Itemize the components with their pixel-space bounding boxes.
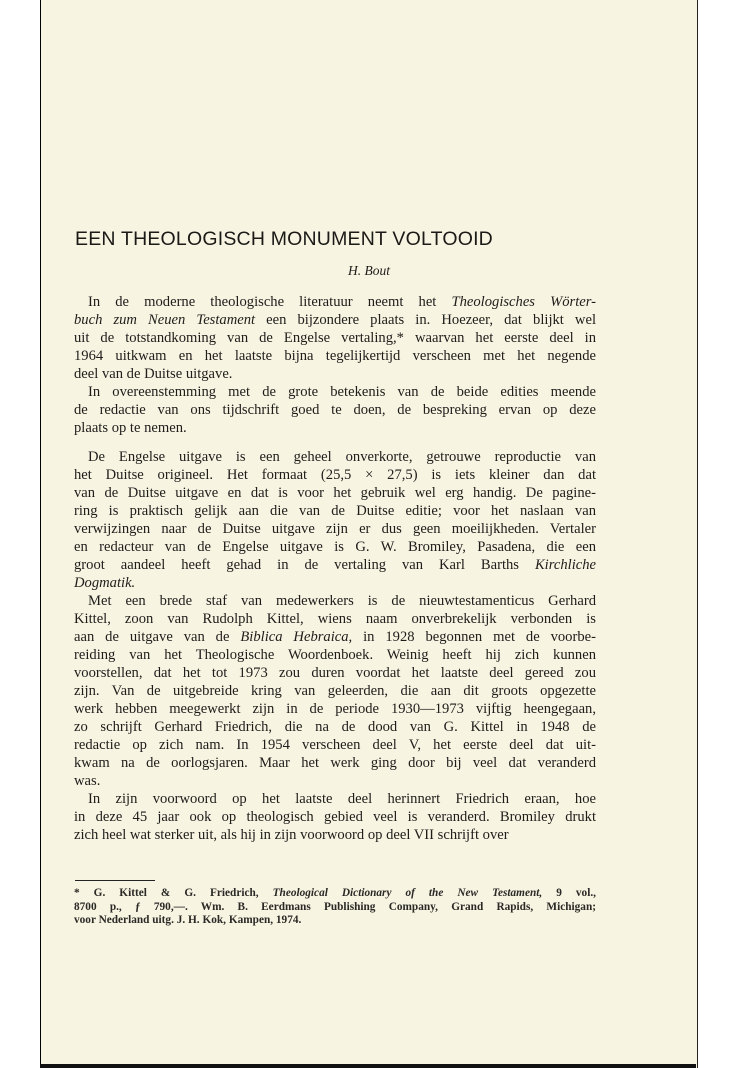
paragraph <box>74 592 596 790</box>
text-line <box>74 628 596 646</box>
italic-text: Biblica Hebraica, <box>240 629 353 645</box>
text-line <box>74 574 596 592</box>
text-run: voor Nederland uitg. J. H. Kok, Kampen, 1974. <box>74 914 302 926</box>
document-page <box>40 0 698 1068</box>
text-run: aan de uitgave van de <box>74 629 241 645</box>
text-run: redactie op zich nam. In 1954 verscheen deel V, het eerste deel dat uit- <box>74 737 596 753</box>
text-line <box>74 772 596 790</box>
text-run: voorstellen, dat het tot 1973 zou duren voordat het laatste deel gereed zou <box>74 665 596 681</box>
text-run: deel van de Duitse uitgave. <box>74 366 233 382</box>
text-line <box>74 383 596 401</box>
text-line <box>74 311 596 329</box>
text-run: de redactie van ons tijdschrift goed te doen, de bespreking ervan op deze <box>74 402 596 418</box>
section-gap <box>74 437 596 448</box>
text-line <box>74 347 596 365</box>
text-line <box>74 736 596 754</box>
paragraph <box>74 448 596 592</box>
footnote-line <box>74 914 596 928</box>
text-line <box>74 556 596 574</box>
text-run: 8700 p., ƒ 790,—. Wm. B. Eerdmans Publishing Company, Grand Rapids, Michigan; <box>74 900 596 913</box>
paragraph <box>74 383 596 437</box>
text-run: Met een brede staf van medewerkers is de nieuwtestamenticus Gerhard <box>88 593 596 609</box>
text-line <box>74 682 596 700</box>
text-line <box>74 419 596 437</box>
article-author: H. Bout <box>348 263 390 278</box>
text-run: en redacteur van de Engelse uitgave is G. W. Bromiley, Pasadena, die een <box>74 539 596 555</box>
text-line <box>74 293 596 311</box>
article-body <box>74 293 596 844</box>
text-line <box>74 401 596 419</box>
text-line <box>74 718 596 736</box>
text-run: van de Duitse uitgave en dat is voor het gebruik wel erg handig. De pagine- <box>74 485 596 501</box>
italic-text: Dogmatik. <box>74 575 136 591</box>
paragraph <box>74 293 596 383</box>
text-run: ring is praktisch gelijk aan die van de Duitse editie; voor het naslaan van <box>74 503 596 519</box>
text-run: * G. Kittel & G. Friedrich, <box>74 887 273 899</box>
text-run: in 1928 begonnen met de voorbe- <box>352 629 596 645</box>
text-run: zijn. Van de uitgebreide kring van geleerden, die aan dit groots opgezette <box>74 683 596 699</box>
text-line <box>74 592 596 610</box>
text-run: In overeenstemming met de grote betekenis van de beide edities meende <box>88 384 596 400</box>
text-run: 9 vol., <box>542 887 596 899</box>
text-run: De Engelse uitgave is een geheel onverkorte, getrouwe reproductie van <box>88 449 596 465</box>
text-run: kwam na de oorlogsjaren. Maar het werk ging door bij veel dat veranderd <box>74 755 596 771</box>
text-run: in deze 45 jaar ook op theologisch gebied veel is veranderd. Bromiley drukt <box>74 809 596 825</box>
text-run: werk hebben meegewerkt zijn in de periode 1930—1973 vijftig heengegaan, <box>74 701 596 717</box>
text-run: Kittel, zoon van Rudolph Kittel, wiens naam onverbrekelijk verbonden is <box>74 611 596 627</box>
text-run: verwijzingen naar de Duitse uitgave zijn er dus geen moeilijkheden. Vertaler <box>74 521 596 537</box>
text-run: In zijn voorwoord op het laatste deel herinnert Friedrich eraan, hoe <box>88 791 596 807</box>
text-run: 1964 uitkwam en het laatste bijna tegelijkertijd verscheen met het negende <box>74 348 596 364</box>
text-line <box>74 808 596 826</box>
text-line <box>74 329 596 347</box>
text-run: In de moderne theologische literatuur neemt het <box>88 294 452 310</box>
text-line <box>74 700 596 718</box>
footnote <box>74 887 596 928</box>
text-line <box>74 520 596 538</box>
text-line <box>74 826 596 844</box>
text-run: een bijzondere plaats in. Hoezeer, dat blijkt wel <box>255 312 597 328</box>
text-line <box>74 646 596 664</box>
italic-text: Theologisches Wörter- <box>451 294 597 310</box>
page-bottom-edge <box>40 1064 696 1068</box>
text-line <box>74 664 596 682</box>
text-line <box>74 448 596 466</box>
text-line <box>74 610 596 628</box>
italic-text: Theological Dictionary of the New Testament, <box>272 887 543 899</box>
text-line <box>74 790 596 808</box>
italic-text: buch zum Neuen Testament <box>74 312 256 328</box>
text-run: het Duitse origineel. Het formaat (25,5 × 27,5) is iets kleiner dan dat <box>74 467 596 483</box>
footnote-line <box>74 887 596 901</box>
text-run: was. <box>74 773 101 789</box>
text-line <box>74 502 596 520</box>
text-run: uit de totstandkoming van de Engelse vertaling,* waarvan het eerste deel in <box>74 330 596 346</box>
text-line <box>74 484 596 502</box>
text-line <box>74 466 596 484</box>
text-line <box>74 754 596 772</box>
text-run: plaats op te nemen. <box>74 420 187 436</box>
text-line <box>74 365 596 383</box>
article-title: EEN THEOLOGISCH MONUMENT VOLTOOID <box>75 228 493 250</box>
paragraph <box>74 790 596 844</box>
footnote-separator <box>75 880 155 881</box>
footnote-line <box>74 901 596 915</box>
text-run: groot aandeel heeft gehad in de vertaling van Karl Barths <box>74 557 535 573</box>
text-run: zo schrijft Gerhard Friedrich, die na de dood van G. Kittel in 1948 de <box>74 719 596 735</box>
text-run: reiding van het Theologische Woordenboek. Weinig heeft hij zich kunnen <box>74 647 596 663</box>
text-line <box>74 538 596 556</box>
text-run: zich heel wat sterker uit, als hij in zijn voorwoord op deel VII schrijft over <box>74 827 509 843</box>
italic-text: Kirchliche <box>534 557 596 573</box>
